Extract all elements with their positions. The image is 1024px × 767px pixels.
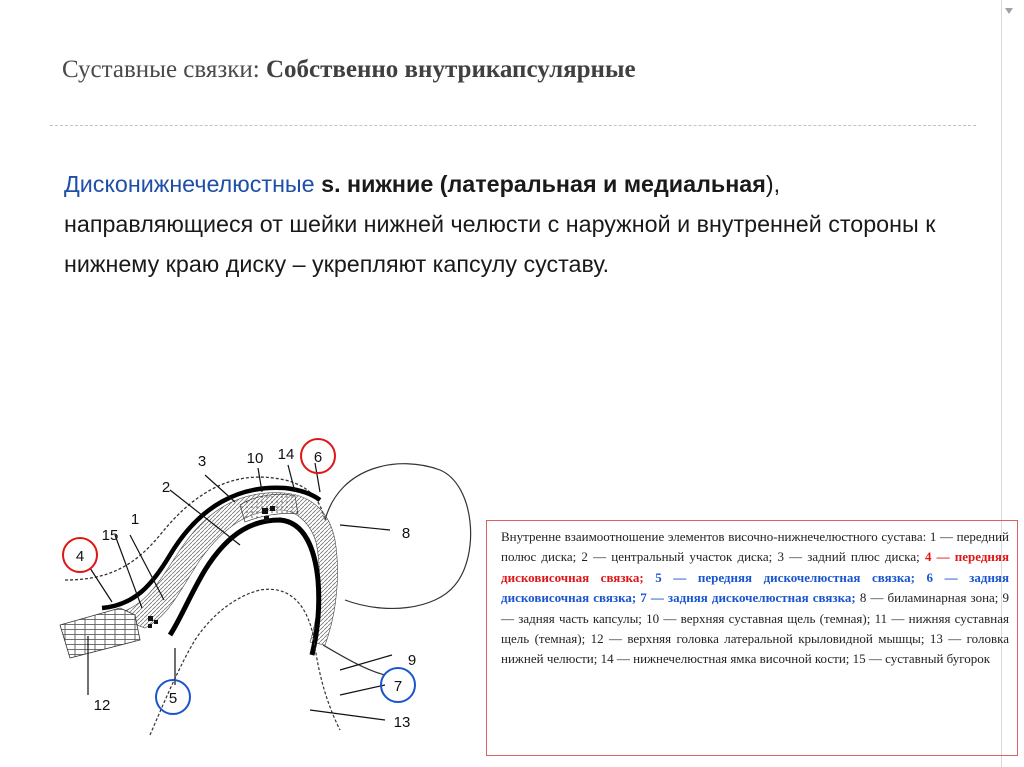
caption-box — [486, 520, 1018, 756]
label-1: 1 — [130, 511, 140, 528]
label-5: 5 — [168, 690, 178, 707]
label-12: 12 — [93, 697, 111, 714]
title-divider — [50, 125, 976, 126]
caption-red-part: 4 — передняя дисковисочная связка; — [501, 549, 1009, 585]
label-3: 3 — [197, 453, 207, 470]
label-6: 6 — [313, 449, 323, 466]
label-7: 7 — [393, 678, 403, 695]
tmj-diagram — [40, 430, 480, 760]
label-4: 4 — [75, 548, 85, 565]
blue-circles — [156, 668, 415, 714]
corner-arrow-icon — [1005, 8, 1013, 14]
label-9: 9 — [407, 652, 417, 669]
label-15: 15 — [101, 527, 119, 544]
body-paragraph — [64, 164, 974, 284]
caption-text — [501, 527, 1009, 670]
lateral-pterygoid-muscle — [60, 608, 140, 658]
disc-anterior-marker — [148, 616, 153, 621]
slide-title — [62, 56, 636, 84]
caption-intro: Внутренне взаимоотношение элементов височно-нижнечелюстного сустава: 1 — передний полюс диска; 2 — центральный участок диска; 3 — задний плюс диска; — [501, 529, 1009, 565]
label-10: 10 — [246, 450, 264, 467]
title-bold: Собственно внутрикапсулярные — [265, 56, 636, 83]
caption-blue-part: 5 — передняя дискочелюстная связка; 6 — задняя дисковисочная связка; 7 — задняя дискочелюстная связка; — [501, 569, 1009, 606]
diagram-anatomy — [60, 464, 471, 735]
caption-outro: 8 — биламинарная зона; 9 — задняя часть капсулы; 10 — верхняя суставная щель (темная); 11 — нижняя суставная щель (темная); 12 — верхняя головка латеральной крыловидной мышцы; 13 — головка нижней челюсти; 14 — нижнечелюстная ямка височной кости; 15 — суставный бугорок — [501, 590, 1009, 667]
label-14: 14 — [277, 446, 295, 463]
title-regular: Суставные связки: — [62, 56, 266, 83]
body-term-latin: s. нижние (латеральная и медиальная — [314, 171, 766, 197]
label-13: 13 — [393, 714, 411, 731]
disc-hatched-band — [110, 493, 338, 645]
bilaminar-zone-outline — [325, 464, 471, 609]
diagram-labels — [76, 446, 416, 731]
body-term: Дисконижнечелюстные — [64, 171, 315, 197]
disc-posterior-marker — [262, 508, 268, 514]
body-rest: ), направляющиеся от шейки нижней челюсти с наружной и внутренней стороны к нижнему краю диску – укрепляют капсулу суставу. — [64, 171, 936, 277]
label-8: 8 — [401, 525, 411, 542]
label-2: 2 — [161, 479, 171, 496]
